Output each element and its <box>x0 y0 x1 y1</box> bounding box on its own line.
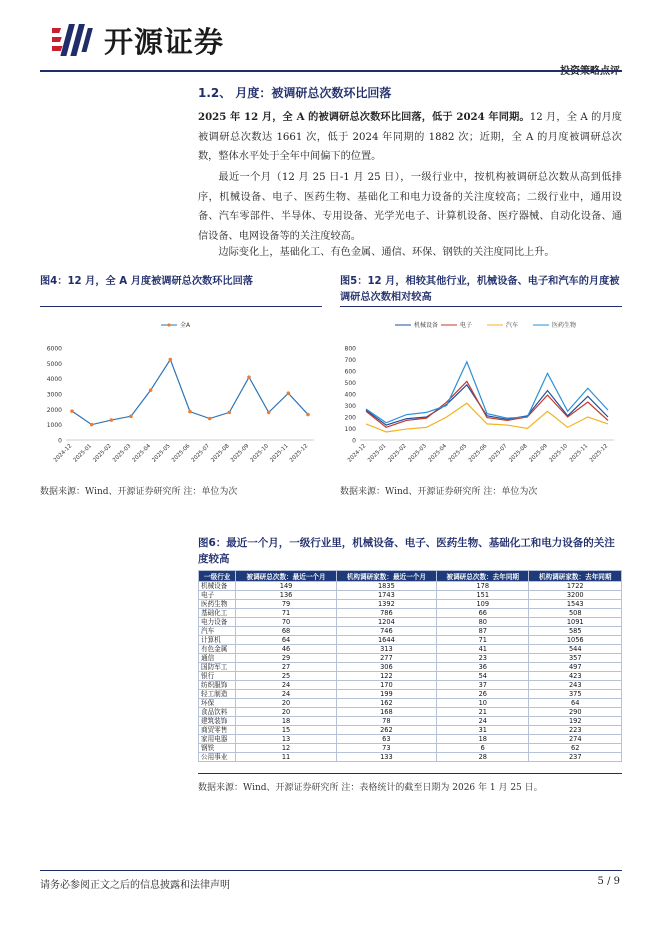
fig4-chart <box>40 312 322 482</box>
industry-cell: 纺织服饰 <box>199 681 236 690</box>
fig4-title: 图4：12 月，全 A 月度被调研总次数环比回落 <box>40 276 253 287</box>
value-cell: 274 <box>529 735 622 744</box>
table-row <box>199 735 622 744</box>
value-cell: 192 <box>529 717 622 726</box>
footer-divider <box>40 870 622 871</box>
industry-cell: 食品饮料 <box>199 708 236 717</box>
value-cell: 41 <box>437 645 529 654</box>
value-cell: 357 <box>529 654 622 663</box>
value-cell: 78 <box>336 717 436 726</box>
value-cell: 151 <box>437 591 529 600</box>
value-cell: 1056 <box>529 636 622 645</box>
table-row <box>199 645 622 654</box>
table-header-row <box>199 571 622 582</box>
table-row <box>199 708 622 717</box>
value-cell: 20 <box>236 708 336 717</box>
value-cell: 786 <box>336 609 436 618</box>
legend-marker <box>167 323 170 326</box>
y-tick-label: 700 <box>344 357 356 364</box>
value-cell: 237 <box>529 753 622 762</box>
company-logo <box>52 20 224 60</box>
data-point <box>90 423 94 427</box>
x-tick-label: 2025-10 <box>548 443 570 464</box>
table-row <box>199 753 622 762</box>
section-title: 1.2、 月度：被调研总次数环比回落 <box>198 86 392 100</box>
legend-label: 机械设备 <box>414 322 439 329</box>
value-cell: 136 <box>236 591 336 600</box>
x-tick-label: 2025-09 <box>229 443 251 464</box>
value-cell: 66 <box>437 609 529 618</box>
value-cell: 23 <box>437 654 529 663</box>
table-row <box>199 636 622 645</box>
data-point <box>208 417 212 421</box>
legend-label: 全A <box>180 322 191 329</box>
value-cell: 746 <box>336 627 436 636</box>
legend-label: 电子 <box>460 322 473 329</box>
value-cell: 170 <box>336 681 436 690</box>
table-header-cell: 一级行业 <box>199 571 236 582</box>
data-point <box>149 388 153 392</box>
y-tick-label: 1000 <box>46 422 62 430</box>
value-cell: 11 <box>236 753 336 762</box>
value-cell: 64 <box>529 699 622 708</box>
value-cell: 1204 <box>336 618 436 627</box>
fig4-source: 数据来源：Wind、开源证券研究所 注：单位为次 <box>40 487 238 497</box>
value-cell: 1644 <box>336 636 436 645</box>
paragraph-1-text: 12 月，全 A 的月度被调研总次数达 1661 次，低于 2024 年同期的 1882 次；近期，全 A 的月度被调研总次数，整体水平处于全年中间偏下的位置。 <box>198 112 622 162</box>
x-tick-label: 2025-01 <box>367 443 388 464</box>
value-cell: 1091 <box>529 618 622 627</box>
value-cell: 26 <box>437 690 529 699</box>
value-cell: 21 <box>437 708 529 717</box>
y-tick-label: 3000 <box>46 391 62 399</box>
x-tick-label: 2025-06 <box>467 443 489 464</box>
value-cell: 37 <box>437 681 529 690</box>
paragraph-1-bold: 2025 年 12 月，全 A 的被调研总次数环比回落，低于 2024 年同期。 <box>198 111 530 123</box>
table-row <box>199 681 622 690</box>
industry-cell: 通信 <box>199 654 236 663</box>
data-point <box>267 411 271 415</box>
value-cell: 10 <box>437 699 529 708</box>
data-point <box>70 409 74 413</box>
page-number: 5 / 9 <box>597 876 620 887</box>
fig6-table-bottom-rule <box>198 773 622 774</box>
x-tick-label: 2025-04 <box>131 443 153 464</box>
x-tick-label: 2025-12 <box>588 443 610 464</box>
x-tick-label: 2025-03 <box>111 443 133 464</box>
value-cell: 109 <box>437 600 529 609</box>
value-cell: 24 <box>236 681 336 690</box>
fig5-chart <box>340 312 622 482</box>
y-tick-label: 100 <box>344 426 356 433</box>
x-tick-label: 2025-05 <box>151 443 172 464</box>
industry-cell: 电力设备 <box>199 618 236 627</box>
x-tick-label: 2025-04 <box>427 443 449 464</box>
value-cell: 3200 <box>529 591 622 600</box>
industry-cell: 医药生物 <box>199 600 236 609</box>
value-cell: 290 <box>529 708 622 717</box>
value-cell: 277 <box>336 654 436 663</box>
footer-disclaimer: 请务必参阅正文之后的信息披露和法律声明 <box>40 880 230 891</box>
value-cell: 149 <box>236 582 336 591</box>
value-cell: 63 <box>336 735 436 744</box>
data-point <box>228 411 232 415</box>
y-tick-label: 0 <box>58 437 62 445</box>
value-cell: 178 <box>437 582 529 591</box>
x-tick-label: 2025-02 <box>387 443 408 464</box>
y-tick-label: 4000 <box>46 376 62 384</box>
table-row <box>199 672 622 681</box>
value-cell: 12 <box>236 744 336 753</box>
table-header-cell: 机构调研家数：最近一个月 <box>336 571 436 582</box>
value-cell: 133 <box>336 753 436 762</box>
table-row <box>199 654 622 663</box>
value-cell: 36 <box>437 663 529 672</box>
value-cell: 1722 <box>529 582 622 591</box>
value-cell: 585 <box>529 627 622 636</box>
x-tick-label: 2025-05 <box>447 443 469 464</box>
table-row <box>199 717 622 726</box>
value-cell: 162 <box>336 699 436 708</box>
legend-label: 汽车 <box>506 322 519 329</box>
y-tick-label: 300 <box>344 403 356 410</box>
y-tick-label: 6000 <box>46 345 62 353</box>
table-header-cell: 被调研总次数：去年同期 <box>437 571 529 582</box>
industry-cell: 国防军工 <box>199 663 236 672</box>
value-cell: 25 <box>236 672 336 681</box>
x-tick-label: 2025-08 <box>508 443 529 464</box>
x-tick-label: 2024-12 <box>346 443 368 464</box>
paragraph-3: 边际变化上，基础化工、有色金属、通信、环保、钢铁的关注度同比上升。 <box>218 247 555 258</box>
value-cell: 20 <box>236 699 336 708</box>
x-tick-label: 2025-11 <box>568 443 590 464</box>
industry-cell: 轻工制造 <box>199 690 236 699</box>
industry-cell: 基础化工 <box>199 609 236 618</box>
value-cell: 80 <box>437 618 529 627</box>
table-header-cell: 被调研总次数：最近一个月 <box>236 571 336 582</box>
industry-cell: 机械设备 <box>199 582 236 591</box>
data-point <box>188 410 192 414</box>
fig6-source: 数据来源：Wind、开源证券研究所 注：表格统计的截至日期为 2026 年 1 月 25 日。 <box>198 783 543 793</box>
industry-cell: 电子 <box>199 591 236 600</box>
logo-mark-icon <box>52 20 98 60</box>
value-cell: 168 <box>336 708 436 717</box>
industry-cell: 建筑装饰 <box>199 717 236 726</box>
value-cell: 27 <box>236 663 336 672</box>
value-cell: 262 <box>336 726 436 735</box>
value-cell: 24 <box>236 690 336 699</box>
value-cell: 544 <box>529 645 622 654</box>
value-cell: 306 <box>336 663 436 672</box>
value-cell: 375 <box>529 690 622 699</box>
x-tick-label: 2025-07 <box>488 443 509 464</box>
table-row <box>199 627 622 636</box>
value-cell: 87 <box>437 627 529 636</box>
series-line <box>366 385 608 425</box>
paragraph-2: 最近一个月（12 月 25 日-1 月 25 日），一级行业中，按机构被调研总次数从高到低排序，机械设备、电子、医药生物、基础化工和电力设备的关注度较高；二级行业中，通用设备、汽车零部件、半导体、专用设备、光学光电子、计算机设备、医疗器械、自动化设备、通信设备、电网设备等的关注度较高。 <box>198 172 622 242</box>
value-cell: 29 <box>236 654 336 663</box>
value-cell: 1543 <box>529 600 622 609</box>
fig4-underline <box>40 306 322 307</box>
x-tick-label: 2025-10 <box>249 443 271 464</box>
value-cell: 54 <box>437 672 529 681</box>
industry-cell: 计算机 <box>199 636 236 645</box>
value-cell: 423 <box>529 672 622 681</box>
data-point <box>169 358 173 362</box>
fig6-table <box>198 570 622 762</box>
value-cell: 79 <box>236 600 336 609</box>
table-header-cell: 机构调研家数：去年同期 <box>529 571 622 582</box>
industry-cell: 银行 <box>199 672 236 681</box>
value-cell: 64 <box>236 636 336 645</box>
industry-cell: 公用事业 <box>199 753 236 762</box>
value-cell: 68 <box>236 627 336 636</box>
value-cell: 313 <box>336 645 436 654</box>
value-cell: 62 <box>529 744 622 753</box>
fig5-underline <box>340 306 622 307</box>
table-row <box>199 582 622 591</box>
data-point <box>247 375 251 379</box>
table-row <box>199 699 622 708</box>
x-tick-label: 2025-02 <box>92 443 113 464</box>
value-cell: 15 <box>236 726 336 735</box>
value-cell: 24 <box>437 717 529 726</box>
value-cell: 508 <box>529 609 622 618</box>
table-row <box>199 663 622 672</box>
header-divider <box>40 70 622 72</box>
industry-cell: 钢铁 <box>199 744 236 753</box>
x-tick-label: 2025-11 <box>269 443 290 464</box>
value-cell: 46 <box>236 645 336 654</box>
table-row <box>199 600 622 609</box>
y-tick-label: 800 <box>344 345 356 353</box>
value-cell: 1835 <box>336 582 436 591</box>
x-tick-label: 2025-01 <box>72 443 94 464</box>
industry-cell: 商贸零售 <box>199 726 236 735</box>
table-row <box>199 591 622 600</box>
y-tick-label: 400 <box>344 391 356 399</box>
fig5-source: 数据来源：Wind、开源证券研究所 注：单位为次 <box>340 487 538 497</box>
value-cell: 28 <box>437 753 529 762</box>
fig5-title: 图5：12 月，相较其他行业，机械设备、电子和汽车的月度被调研总次数相对较高 <box>340 276 620 303</box>
value-cell: 199 <box>336 690 436 699</box>
x-tick-label: 2024-12 <box>52 443 74 464</box>
value-cell: 122 <box>336 672 436 681</box>
value-cell: 1392 <box>336 600 436 609</box>
industry-cell: 环保 <box>199 699 236 708</box>
value-cell: 18 <box>236 717 336 726</box>
value-cell: 497 <box>529 663 622 672</box>
y-tick-label: 600 <box>344 368 356 376</box>
value-cell: 6 <box>437 744 529 753</box>
data-point <box>110 418 114 422</box>
fig6-title: 图6：最近一个月，一级行业里，机械设备、电子、医药生物、基础化工和电力设备的关注度较高 <box>198 537 615 565</box>
fig5-svg <box>340 312 622 482</box>
value-cell: 223 <box>529 726 622 735</box>
data-point <box>306 413 310 417</box>
table-row <box>199 609 622 618</box>
y-tick-label: 500 <box>344 380 356 387</box>
value-cell: 1743 <box>336 591 436 600</box>
table-row <box>199 726 622 735</box>
paragraph-1 <box>198 108 622 167</box>
industry-cell: 汽车 <box>199 627 236 636</box>
table-row <box>199 690 622 699</box>
series-line <box>72 360 308 425</box>
x-tick-label: 2025-08 <box>210 443 231 464</box>
x-tick-label: 2025-03 <box>407 443 428 464</box>
data-point <box>287 391 291 395</box>
data-point <box>129 414 133 418</box>
x-tick-label: 2025-12 <box>288 443 310 464</box>
y-tick-label: 5000 <box>46 360 62 368</box>
y-tick-label: 0 <box>352 437 356 445</box>
x-tick-label: 2025-07 <box>190 443 212 464</box>
company-name: 开源证券 <box>104 24 225 59</box>
value-cell: 31 <box>437 726 529 735</box>
value-cell: 243 <box>529 681 622 690</box>
x-tick-label: 2025-06 <box>170 443 192 464</box>
table-row <box>199 618 622 627</box>
industry-cell: 有色金属 <box>199 645 236 654</box>
value-cell: 18 <box>437 735 529 744</box>
value-cell: 70 <box>236 618 336 627</box>
value-cell: 71 <box>437 636 529 645</box>
legend-label: 医药生物 <box>552 322 577 329</box>
value-cell: 13 <box>236 735 336 744</box>
industry-cell: 家用电器 <box>199 735 236 744</box>
table-row <box>199 744 622 753</box>
x-tick-label: 2025-09 <box>528 443 549 464</box>
fig4-svg <box>40 312 322 482</box>
y-tick-label: 2000 <box>46 406 62 414</box>
value-cell: 73 <box>336 744 436 753</box>
y-tick-label: 200 <box>344 414 356 422</box>
value-cell: 71 <box>236 609 336 618</box>
